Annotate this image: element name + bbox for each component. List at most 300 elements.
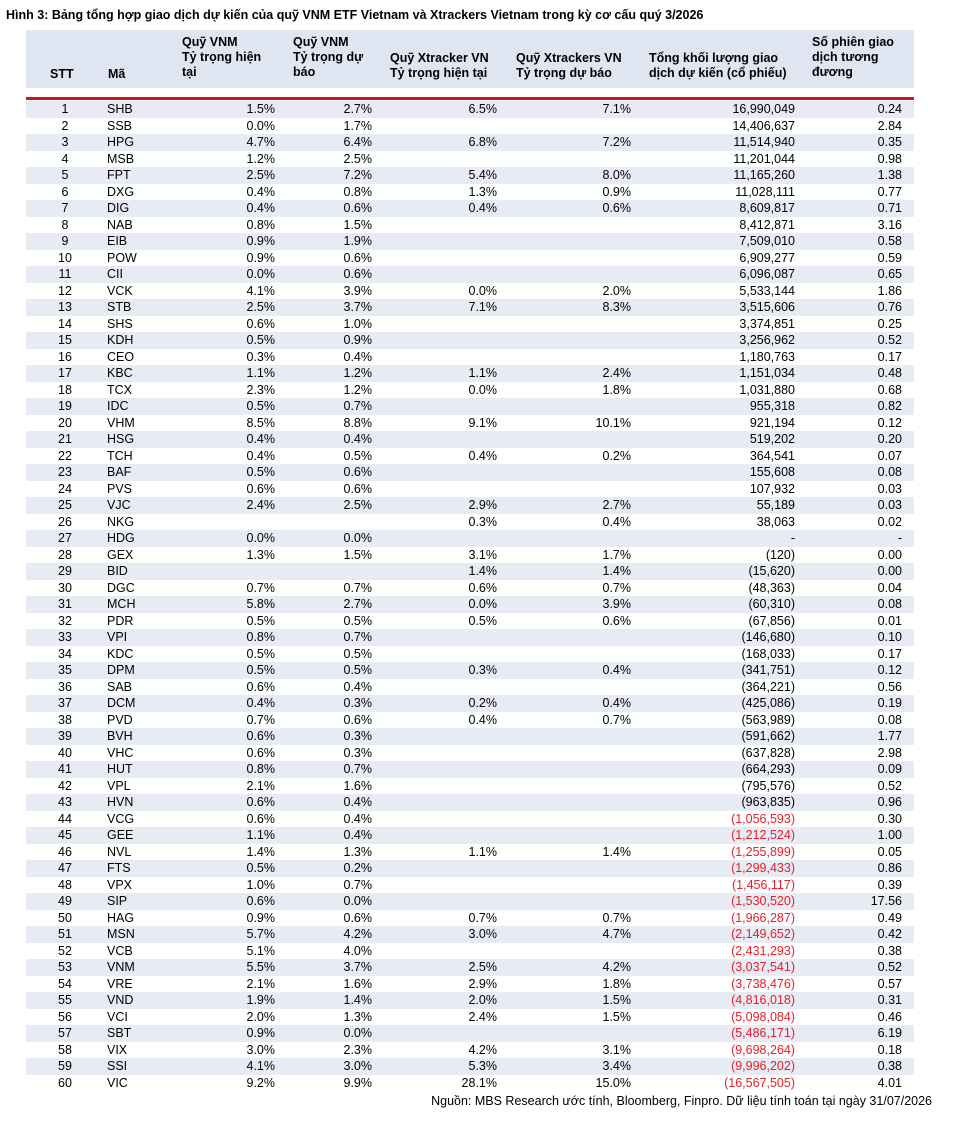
table-row [26, 728, 914, 745]
cell-vnm-current: 0.5% [246, 646, 275, 661]
cell-ma: SIP [107, 894, 128, 908]
table-row [26, 794, 914, 811]
table-row [26, 695, 914, 712]
cell-volume: 11,201,044 [733, 151, 795, 166]
cell-vnm-forecast: 2.7% [343, 102, 372, 116]
table-row [26, 167, 914, 184]
cell-xt-current: 3.1% [468, 547, 497, 562]
cell-vnm-current: 4.1% [246, 283, 275, 298]
cell-volume: (168,033) [741, 646, 795, 661]
cell-sessions: 6.19 [877, 1026, 902, 1040]
cell-ma: HDG [107, 531, 135, 545]
cell-xt-current: 0.7% [468, 910, 497, 925]
cell-xt-forecast: 0.7% [602, 712, 631, 727]
table-row [26, 745, 914, 762]
cell-vnm-current: 0.6% [246, 679, 275, 694]
cell-volume: (1,456,117) [731, 877, 795, 892]
cell-stt: 49 [58, 894, 72, 908]
cell-ma: FTS [107, 861, 131, 875]
cell-vnm-forecast: 0.4% [343, 432, 372, 446]
cell-xt-current: 2.0% [468, 993, 497, 1007]
cell-ma: CII [107, 267, 123, 281]
cell-volume: (364,221) [741, 679, 795, 694]
cell-sessions: 0.68 [877, 382, 902, 397]
cell-stt: 45 [58, 828, 72, 842]
cell-xt-current: 28.1% [461, 1075, 497, 1090]
cell-ma: DPM [107, 663, 135, 677]
table-row [26, 992, 914, 1009]
cell-ma: HSG [107, 432, 135, 446]
cell-stt: 59 [58, 1059, 72, 1073]
cell-volume: (15,620) [748, 564, 795, 578]
cell-xt-forecast: 2.4% [602, 366, 631, 380]
cell-sessions: 0.57 [877, 976, 902, 991]
cell-sessions: 0.65 [877, 267, 902, 281]
cell-vnm-current: 0.8% [246, 217, 275, 232]
cell-xt-forecast: 8.0% [602, 168, 631, 182]
cell-volume: (1,056,593) [731, 811, 795, 826]
cell-vnm-forecast: 0.6% [343, 712, 372, 727]
cell-xt-forecast: 7.2% [602, 135, 631, 149]
table-row [26, 1025, 914, 1042]
cell-volume: (664,293) [741, 762, 795, 776]
cell-ma: VRE [107, 976, 133, 991]
cell-stt: 30 [58, 580, 72, 595]
table-row [26, 200, 914, 217]
cell-volume: (48,363) [748, 580, 795, 595]
cell-xt-forecast: 1.5% [602, 1009, 631, 1024]
cell-volume: 921,194 [749, 415, 795, 430]
cell-volume: (146,680) [741, 630, 795, 644]
cell-sessions: 0.52 [877, 960, 902, 974]
cell-ma: MCH [107, 597, 136, 611]
cell-xt-forecast: 1.8% [602, 976, 631, 991]
cell-xt-current: 0.4% [468, 712, 497, 727]
cell-volume: 5,533,144 [739, 283, 795, 298]
cell-vnm-forecast: 0.5% [343, 613, 372, 628]
cell-vnm-forecast: 0.5% [343, 663, 372, 677]
cell-sessions: 1.00 [877, 828, 902, 842]
cell-ma: VHC [107, 745, 134, 760]
cell-vnm-current: 1.9% [246, 993, 275, 1007]
cell-sessions: 0.18 [877, 1042, 902, 1057]
cell-vnm-forecast: 0.9% [343, 333, 372, 347]
cell-volume: 3,515,606 [739, 300, 795, 314]
cell-stt: 51 [58, 927, 72, 941]
cell-vnm-forecast: 3.7% [343, 960, 372, 974]
cell-vnm-forecast: 0.6% [343, 267, 372, 281]
cell-vnm-forecast: 0.4% [343, 795, 372, 809]
cell-vnm-current: 0.8% [246, 630, 275, 644]
cell-ma: KDH [107, 333, 134, 347]
cell-xt-forecast: 0.4% [602, 696, 631, 710]
cell-volume: 8,609,817 [739, 201, 795, 215]
cell-vnm-current: 5.7% [246, 927, 275, 941]
cell-sessions: 0.59 [877, 250, 902, 265]
cell-vnm-current: 4.7% [246, 135, 275, 149]
cell-volume: 38,063 [756, 514, 795, 529]
cell-sessions: 0.04 [877, 580, 902, 595]
cell-vnm-current: 1.5% [246, 102, 275, 116]
cell-stt: 14 [58, 316, 72, 331]
cell-sessions: 0.31 [877, 993, 902, 1007]
table-row [26, 151, 914, 168]
cell-sessions: 0.46 [877, 1009, 902, 1024]
cell-sessions: 1.86 [877, 283, 902, 298]
cell-xt-current: 0.0% [468, 283, 497, 298]
table-row [26, 860, 914, 877]
cell-vnm-current: 2.4% [246, 498, 275, 512]
cell-ma: HPG [107, 135, 135, 149]
cell-sessions: 0.17 [877, 349, 902, 364]
cell-ma: VCB [107, 943, 133, 958]
cell-vnm-current: 0.4% [246, 184, 275, 199]
cell-vnm-current: 0.0% [246, 531, 275, 545]
cell-sessions: 0.19 [877, 696, 902, 710]
cell-sessions: 0.08 [877, 597, 902, 611]
cell-ma: TCH [107, 448, 133, 463]
cell-vnm-current: 0.0% [246, 118, 275, 133]
table-row [26, 415, 914, 432]
cell-vnm-current: 0.4% [246, 201, 275, 215]
cell-vnm-forecast: 0.7% [343, 630, 372, 644]
cell-vnm-forecast: 0.5% [343, 448, 372, 463]
cell-ma: STB [107, 300, 132, 314]
cell-vnm-forecast: 1.9% [343, 234, 372, 248]
cell-xt-forecast: 15.0% [595, 1075, 631, 1090]
cell-stt: 11 [58, 267, 72, 281]
cell-vnm-forecast: 0.7% [343, 399, 372, 413]
cell-xt-current: 4.2% [468, 1042, 497, 1057]
cell-ma: KDC [107, 646, 134, 661]
cell-vnm-forecast: 8.8% [343, 415, 372, 430]
cell-ma: POW [107, 250, 137, 265]
cell-xt-current: 3.0% [468, 927, 497, 941]
cell-ma: MSN [107, 927, 135, 941]
cell-vnm-current: 0.5% [246, 663, 275, 677]
table-row [26, 431, 914, 448]
cell-xt-forecast: 3.4% [602, 1059, 631, 1073]
cell-stt: 9 [61, 234, 69, 248]
cell-xt-forecast: 0.6% [602, 613, 631, 628]
cell-sessions: 0.17 [877, 646, 902, 661]
cell-ma: SSB [107, 118, 133, 133]
cell-sessions: 0.98 [877, 151, 902, 166]
cell-vnm-forecast: 0.7% [343, 580, 372, 595]
cell-sessions: 0.86 [877, 861, 902, 875]
cell-volume: (1,212,524) [731, 828, 795, 842]
cell-sessions: 0.25 [877, 316, 902, 331]
cell-vnm-current: 2.5% [246, 168, 275, 182]
cell-vnm-forecast: 0.5% [343, 646, 372, 661]
cell-xt-current: 2.9% [468, 976, 497, 991]
cell-xt-forecast: 0.6% [602, 201, 631, 215]
cell-vnm-current: 2.5% [246, 300, 275, 314]
cell-vnm-forecast: 1.0% [343, 316, 372, 331]
table-row [26, 827, 914, 844]
cell-sessions: 0.01 [877, 613, 902, 628]
table-row [26, 811, 914, 828]
cell-stt: 54 [58, 976, 72, 991]
cell-ma: SHB [107, 102, 133, 116]
table-row [26, 266, 914, 283]
table-row [26, 629, 914, 646]
cell-volume: (425,086) [741, 696, 795, 710]
cell-ma: HVN [107, 795, 134, 809]
cell-sessions: 3.16 [877, 217, 902, 232]
cell-xt-current: 0.0% [468, 382, 497, 397]
cell-vnm-current: 0.7% [246, 580, 275, 595]
cell-vnm-current: 5.1% [246, 943, 275, 958]
cell-vnm-forecast: 1.2% [343, 382, 372, 397]
cell-ma: VPL [107, 778, 131, 793]
cell-vnm-current: 0.5% [246, 861, 275, 875]
cell-volume: (9,698,264) [731, 1042, 795, 1057]
cell-vnm-current: 9.2% [246, 1075, 275, 1090]
table-row [26, 332, 914, 349]
cell-vnm-current: 0.3% [246, 349, 275, 364]
cell-xt-forecast: 7.1% [602, 102, 631, 116]
cell-xt-current: 1.4% [468, 564, 497, 578]
cell-volume: 16,990,049 [732, 102, 795, 116]
cell-vnm-current: 0.6% [246, 894, 275, 908]
cell-vnm-forecast: 0.3% [343, 745, 372, 760]
cell-stt: 21 [58, 432, 72, 446]
cell-vnm-forecast: 0.2% [343, 861, 372, 875]
cell-volume: (1,299,433) [731, 861, 795, 875]
table-row [26, 349, 914, 366]
cell-vnm-forecast: 0.4% [343, 828, 372, 842]
cell-ma: SHS [107, 316, 133, 331]
cell-stt: 47 [58, 861, 72, 875]
cell-xt-forecast: 0.7% [602, 580, 631, 595]
cell-ma: SAB [107, 679, 133, 694]
table-row [26, 943, 914, 960]
cell-sessions: 0.56 [877, 679, 902, 694]
cell-volume: (2,149,652) [731, 927, 795, 941]
cell-sessions: 0.52 [877, 333, 902, 347]
cell-volume: 11,514,940 [733, 135, 795, 149]
cell-sessions: 0.02 [877, 514, 902, 529]
cell-ma: NAB [107, 217, 133, 232]
table-body [26, 101, 914, 1091]
header-vnm-current: Quỹ VNM Tỷ trọng hiện tại [182, 35, 262, 79]
cell-stt: 28 [58, 547, 72, 562]
cell-xt-current: 0.0% [468, 597, 497, 611]
cell-ma: VPI [107, 630, 128, 644]
cell-stt: 3 [61, 135, 69, 149]
cell-sessions: 0.07 [877, 448, 902, 463]
table-row [26, 365, 914, 382]
cell-sessions: 0.00 [877, 564, 902, 578]
cell-vnm-forecast: 0.0% [343, 531, 372, 545]
cell-volume: (963,835) [741, 795, 795, 809]
cell-sessions: 2.98 [877, 745, 902, 760]
cell-ma: VPX [107, 877, 133, 892]
cell-sessions: 0.76 [877, 300, 902, 314]
cell-stt: 27 [58, 531, 72, 545]
cell-stt: 39 [58, 729, 72, 743]
cell-vnm-forecast: 0.6% [343, 250, 372, 265]
cell-volume: (60,310) [748, 597, 795, 611]
cell-sessions: 0.20 [877, 432, 902, 446]
cell-ma: NVL [107, 844, 132, 859]
cell-vnm-forecast: 0.0% [343, 1026, 372, 1040]
cell-xt-current: 2.4% [468, 1009, 497, 1024]
cell-vnm-current: 0.9% [246, 234, 275, 248]
cell-stt: 19 [58, 399, 72, 413]
table-row [26, 844, 914, 861]
source-note: Nguồn: MBS Research ước tính, Bloomberg, Finpro. Dữ liệu tính toán tại ngày 31/07/2026 [431, 1094, 932, 1108]
cell-volume: 1,151,034 [739, 366, 795, 380]
cell-xt-forecast: 0.2% [602, 448, 631, 463]
cell-xt-forecast: 3.9% [602, 597, 631, 611]
cell-sessions: 0.08 [877, 712, 902, 727]
table-row [26, 250, 914, 267]
cell-volume: 55,189 [756, 498, 795, 512]
cell-vnm-current: 0.6% [246, 795, 275, 809]
table-row [26, 959, 914, 976]
cell-ma: VND [107, 993, 134, 1007]
cell-volume: (3,738,476) [731, 976, 795, 991]
cell-ma: TCX [107, 382, 132, 397]
cell-vnm-forecast: 7.2% [343, 168, 372, 182]
header-ma: Mã [108, 67, 126, 81]
cell-ma: BID [107, 564, 128, 578]
cell-vnm-current: 0.4% [246, 432, 275, 446]
cell-sessions: 1.77 [877, 729, 902, 743]
cell-vnm-current: 0.5% [246, 465, 275, 479]
cell-sessions: 0.03 [877, 498, 902, 512]
cell-volume: (637,828) [741, 745, 795, 760]
cell-vnm-current: 0.5% [246, 613, 275, 628]
table-row [26, 101, 914, 118]
cell-vnm-current: 1.4% [246, 844, 275, 859]
cell-volume: 955,318 [749, 399, 795, 413]
cell-vnm-current: 2.3% [246, 382, 275, 397]
cell-vnm-forecast: 3.9% [343, 283, 372, 298]
cell-stt: 31 [58, 597, 72, 611]
cell-volume: - [790, 531, 795, 545]
cell-stt: 38 [58, 712, 72, 727]
cell-vnm-forecast: 1.3% [343, 844, 372, 859]
cell-vnm-current: 5.8% [246, 597, 275, 611]
cell-vnm-forecast: 0.4% [343, 811, 372, 826]
cell-vnm-current: 0.5% [246, 333, 275, 347]
cell-stt: 26 [58, 514, 72, 529]
cell-vnm-current: 0.0% [246, 267, 275, 281]
cell-ma: CEO [107, 349, 135, 364]
cell-sessions: 0.08 [877, 465, 902, 479]
cell-stt: 8 [61, 217, 69, 232]
header-xt-current: Quỹ Xtracker VN Tỷ trọng hiện tại [390, 51, 489, 80]
cell-vnm-current: 0.6% [246, 745, 275, 760]
cell-xt-current: 0.3% [468, 663, 497, 677]
cell-sessions: 0.03 [877, 481, 902, 496]
cell-sessions: 0.96 [877, 795, 902, 809]
cell-xt-current: 0.4% [468, 201, 497, 215]
cell-vnm-forecast: 0.4% [343, 349, 372, 364]
cell-vnm-forecast: 0.6% [343, 481, 372, 496]
cell-xt-forecast: 1.5% [602, 993, 631, 1007]
cell-xt-current: 2.5% [468, 960, 497, 974]
table-row [26, 761, 914, 778]
cell-vnm-forecast: 1.5% [343, 217, 372, 232]
cell-vnm-forecast: 4.0% [343, 943, 372, 958]
cell-ma: GEE [107, 828, 134, 842]
cell-stt: 13 [58, 300, 72, 314]
cell-ma: VNM [107, 960, 135, 974]
cell-vnm-current: 0.9% [246, 250, 275, 265]
cell-vnm-current: 8.5% [246, 415, 275, 430]
cell-volume: (5,098,084) [731, 1009, 795, 1024]
cell-xt-forecast: 4.2% [602, 960, 631, 974]
cell-ma: VCG [107, 811, 135, 826]
cell-stt: 22 [58, 448, 72, 463]
cell-vnm-current: 3.0% [246, 1042, 275, 1057]
cell-sessions: 0.38 [877, 1059, 902, 1073]
cell-ma: BVH [107, 729, 133, 743]
cell-stt: 56 [58, 1009, 72, 1024]
table-header [26, 30, 914, 88]
cell-vnm-current: 2.1% [246, 976, 275, 991]
cell-stt: 10 [58, 250, 72, 265]
cell-xt-current: 1.1% [468, 366, 497, 380]
cell-ma: KBC [107, 366, 133, 380]
cell-vnm-forecast: 3.7% [343, 300, 372, 314]
cell-stt: 58 [58, 1042, 72, 1057]
cell-xt-forecast: 0.7% [602, 910, 631, 925]
cell-vnm-forecast: 2.5% [343, 151, 372, 166]
cell-vnm-forecast: 6.4% [343, 135, 372, 149]
cell-volume: 8,412,871 [739, 217, 795, 232]
cell-stt: 57 [58, 1026, 72, 1040]
cell-xt-forecast: 3.1% [602, 1042, 631, 1057]
cell-sessions: 0.49 [877, 910, 902, 925]
cell-xt-forecast: 8.3% [602, 300, 631, 314]
cell-sessions: 0.58 [877, 234, 902, 248]
cell-stt: 46 [58, 844, 72, 859]
cell-stt: 48 [58, 877, 72, 892]
cell-stt: 50 [58, 910, 72, 925]
cell-ma: VCI [107, 1009, 128, 1024]
cell-vnm-current: 0.6% [246, 316, 275, 331]
table-row [26, 530, 914, 547]
cell-xt-current: 2.9% [468, 498, 497, 512]
table-row [26, 926, 914, 943]
cell-stt: 7 [61, 201, 69, 215]
cell-sessions: 0.82 [877, 399, 902, 413]
cell-xt-current: 7.1% [468, 300, 497, 314]
table-row [26, 118, 914, 135]
cell-sessions: 0.09 [877, 762, 902, 776]
cell-ma: VIC [107, 1075, 128, 1090]
table-row [26, 299, 914, 316]
cell-stt: 34 [58, 646, 72, 661]
cell-stt: 18 [58, 382, 72, 397]
table-row [26, 712, 914, 729]
cell-stt: 24 [58, 481, 72, 496]
cell-stt: 20 [58, 415, 72, 430]
cell-ma: MSB [107, 151, 135, 166]
cell-sessions: 4.01 [877, 1075, 902, 1090]
cell-vnm-current: 2.0% [246, 1009, 275, 1024]
table-row [26, 1075, 914, 1092]
cell-vnm-forecast: 0.6% [343, 465, 372, 479]
cell-xt-forecast: 1.4% [602, 564, 631, 578]
header-xt-forecast: Quỹ Xtrackers VN Tỷ trọng dự báo [516, 51, 622, 80]
cell-stt: 37 [58, 696, 72, 710]
